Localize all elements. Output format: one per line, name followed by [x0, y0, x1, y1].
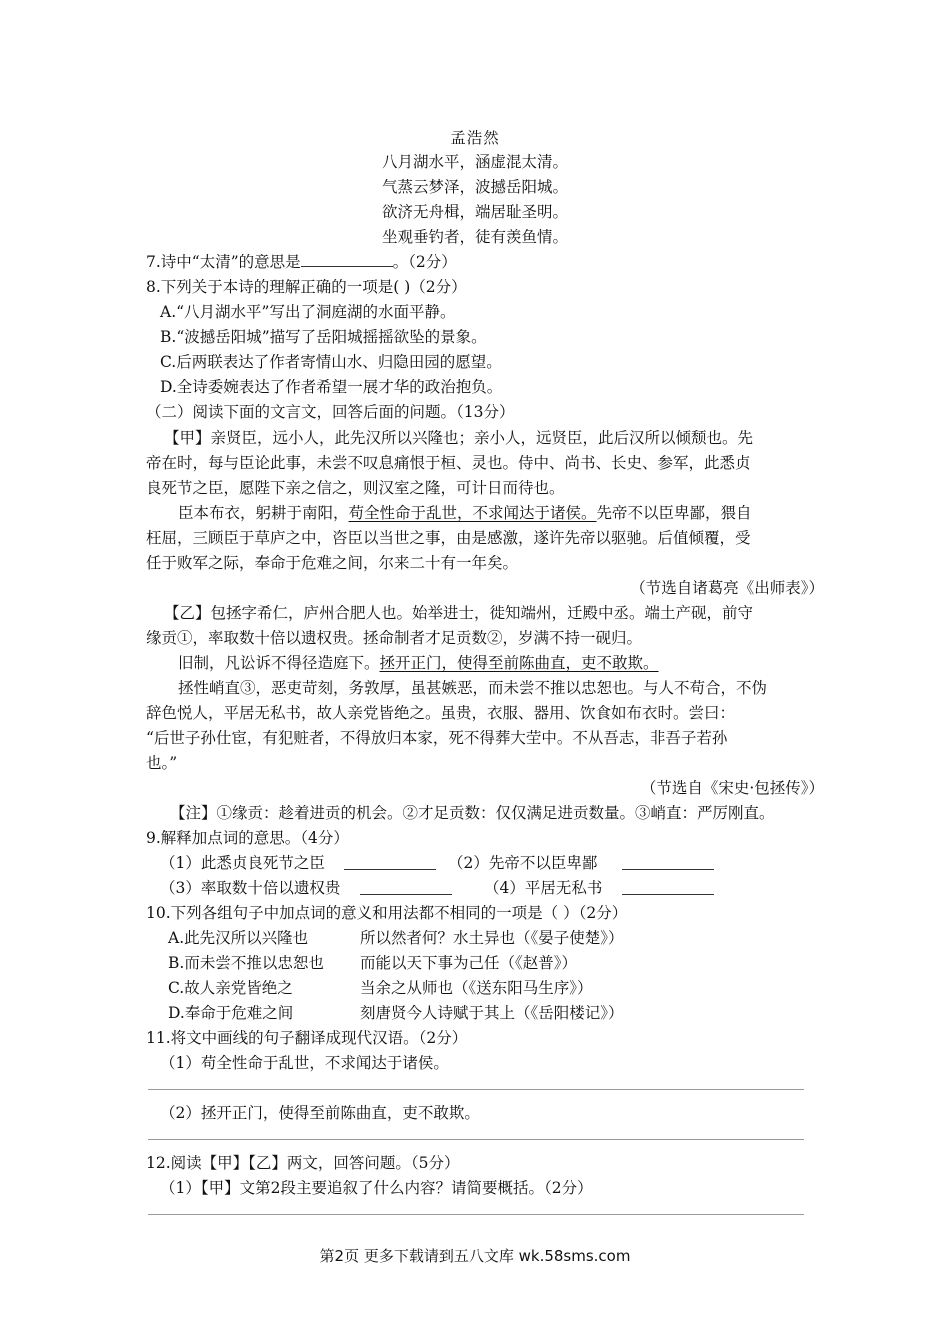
q7-answer-blank[interactable] [301, 250, 393, 267]
yi-text-line: 【乙】包拯字希仁，庐州合肥人也。始举进士，徙知端州，迁殿中丞。端土产砚，前守 [164, 604, 754, 622]
q8-option-a: A.“八月湖水平”写出了洞庭湖的水面平静。 [160, 303, 456, 321]
yi-text-line: “后世子孙仕宦，有犯赃者，不得放归本家，死不得葬大茔中。不从吾志，非吾子若孙 [146, 729, 728, 747]
q9-blank-1[interactable] [344, 853, 436, 870]
poem-line: 八月湖水平，涵虚混太清。 [381, 153, 568, 171]
q8-option-c: C.后两联表达了作者寄情山水、归隐田园的愿望。 [160, 353, 502, 371]
jia-p2-post: 先帝不以臣卑鄙，猥自 [596, 504, 752, 522]
poem-author: 孟浩然 [450, 129, 500, 147]
q10-option-c-right: 当余之从师也（《送东阳马生序》） [360, 979, 593, 997]
q10-option-d-left: D.奉命于危难之间 [168, 1004, 294, 1022]
yi-p2-pre: 旧制，凡讼诉不得径造庭下。 [178, 654, 380, 672]
q9-blank-4[interactable] [622, 878, 714, 895]
q8-option-d: D.全诗委婉表达了作者希望一展才华的政治抱负。 [160, 378, 503, 396]
question-11-stem: 11.将文中画线的句子翻译成现代汉语。（2分） [146, 1029, 468, 1047]
yi-text-line: 也。” [146, 754, 178, 772]
yi-source: （节选自《宋史·包拯传》） [640, 779, 824, 797]
q9-item-1: （1）此悉贞良死节之臣 [160, 854, 325, 872]
q9-item-4: （4）平居无私书 [484, 879, 603, 897]
q9-blank-2[interactable] [622, 853, 714, 870]
jia-text-line: 任于败军之际，奉命于危难之间，尔来二十有一年矣。 [146, 554, 519, 572]
q9-item-2: （2）先帝不以臣卑鄙 [448, 854, 598, 872]
q10-option-c-left: C.故人亲党皆绝之 [168, 979, 293, 997]
q9-blank-3[interactable] [360, 878, 452, 895]
question-12-stem: 12.阅读【甲】【乙】两文，回答问题。（5分） [146, 1154, 460, 1172]
jia-p2-pre: 臣本布衣，躬耕于南阳， [178, 504, 349, 522]
question-7 [146, 250, 457, 274]
yi-underlined-sentence: 拯开正门，使得至前陈曲直，吏不敢欺。 [379, 654, 659, 672]
yi-text-line: 拯性峭直③，恶吏苛刻，务敦厚，虽甚嫉恶，而未尝不推以忠恕也。与人不苟合，不伪 [178, 679, 768, 697]
jia-text-line [178, 501, 752, 525]
q10-option-a-left: A.此先汉所以兴隆也 [168, 929, 309, 947]
poem-line: 坐观垂钓者，徒有羡鱼情。 [381, 228, 568, 246]
yi-text-line: 辞色悦人，平居无私书，故人亲党皆绝之。虽贵，衣服、器用、饮食如布衣时。尝曰： [146, 704, 736, 722]
poem-line: 气蒸云梦泽，波撼岳阳城。 [381, 178, 568, 196]
q11-answer-line-1[interactable] [148, 1089, 804, 1090]
poem-line: 欲济无舟楫，端居耻圣明。 [381, 203, 568, 221]
jia-text-line: 帝在时，每与臣论此事，未尝不叹息痛恨于桓、灵也。侍中、尚书、长史、参军，此悉贞 [146, 454, 751, 472]
q11-item-1: （1）苟全性命于乱世，不求闻达于诸侯。 [160, 1054, 449, 1072]
q10-option-b-right: 而能以天下事为己任（《赵普》） [360, 954, 578, 972]
question-9-stem: 9.解释加点词的意思。（4分） [146, 829, 349, 847]
q11-item-2: （2）拯开正门，使得至前陈曲直，吏不敢欺。 [160, 1104, 480, 1122]
page-footer: 第2页 更多下载请到五八文库 wk.58sms.com [319, 1247, 631, 1265]
question-10-stem: 10.下列各组句子中加点词的意义和用法都不相同的一项是（ ）（2分） [146, 904, 628, 922]
q8-option-b: B.“波撼岳阳城”描写了岳阳城摇摇欲坠的景象。 [160, 328, 487, 346]
yi-text-line: 缘贡①，率取数十倍以遗权贵。拯命制者才足贡数②，岁满不持一砚归。 [146, 629, 643, 647]
q10-option-d-right: 刻唐贤今人诗赋于其上（《岳阳楼记》） [360, 1004, 624, 1022]
q9-item-3: （3）率取数十倍以遗权贵 [160, 879, 341, 897]
q10-option-a-right: 所以然者何？水土异也（《晏子使楚》） [360, 929, 624, 947]
jia-text-line: 枉屈，三顾臣于草庐之中，咨臣以当世之事，由是感激，遂许先帝以驱驰。后值倾覆，受 [146, 529, 751, 547]
jia-underlined-sentence: 苟全性命于乱世，不求闻达于诸侯。 [348, 504, 597, 522]
q7-suffix: 。（2分） [392, 253, 457, 271]
q12-item-1: （1）【甲】文第2段主要追叙了什么内容？请简要概括。（2分） [160, 1179, 593, 1197]
q12-answer-line-1[interactable] [148, 1214, 804, 1215]
q11-answer-line-2[interactable] [148, 1139, 804, 1140]
question-8-stem: 8.下列关于本诗的理解正确的一项是( )（2分） [146, 278, 467, 296]
q7-prefix: 7.诗中“太清”的意思是 [146, 253, 301, 271]
section-2-title: （二）阅读下面的文言文，回答后面的问题。（13分） [146, 403, 515, 421]
yi-text-line [178, 651, 659, 675]
annotation-note: 【注】①缘贡：趁着进贡的机会。②才足贡数：仅仅满足进贡数量。③峭直：严厉刚直。 [170, 804, 775, 822]
q10-option-b-left: B.而未尝不推以忠恕也 [168, 954, 324, 972]
jia-text-line: 【甲】亲贤臣，远小人，此先汉所以兴隆也；亲小人，远贤臣，此后汉所以倾颓也。先 [164, 429, 754, 447]
jia-text-line: 良死节之臣，愿陛下亲之信之，则汉室之隆，可计日而待也。 [146, 479, 565, 497]
jia-source: （节选自诸葛亮《出师表》） [630, 579, 824, 597]
